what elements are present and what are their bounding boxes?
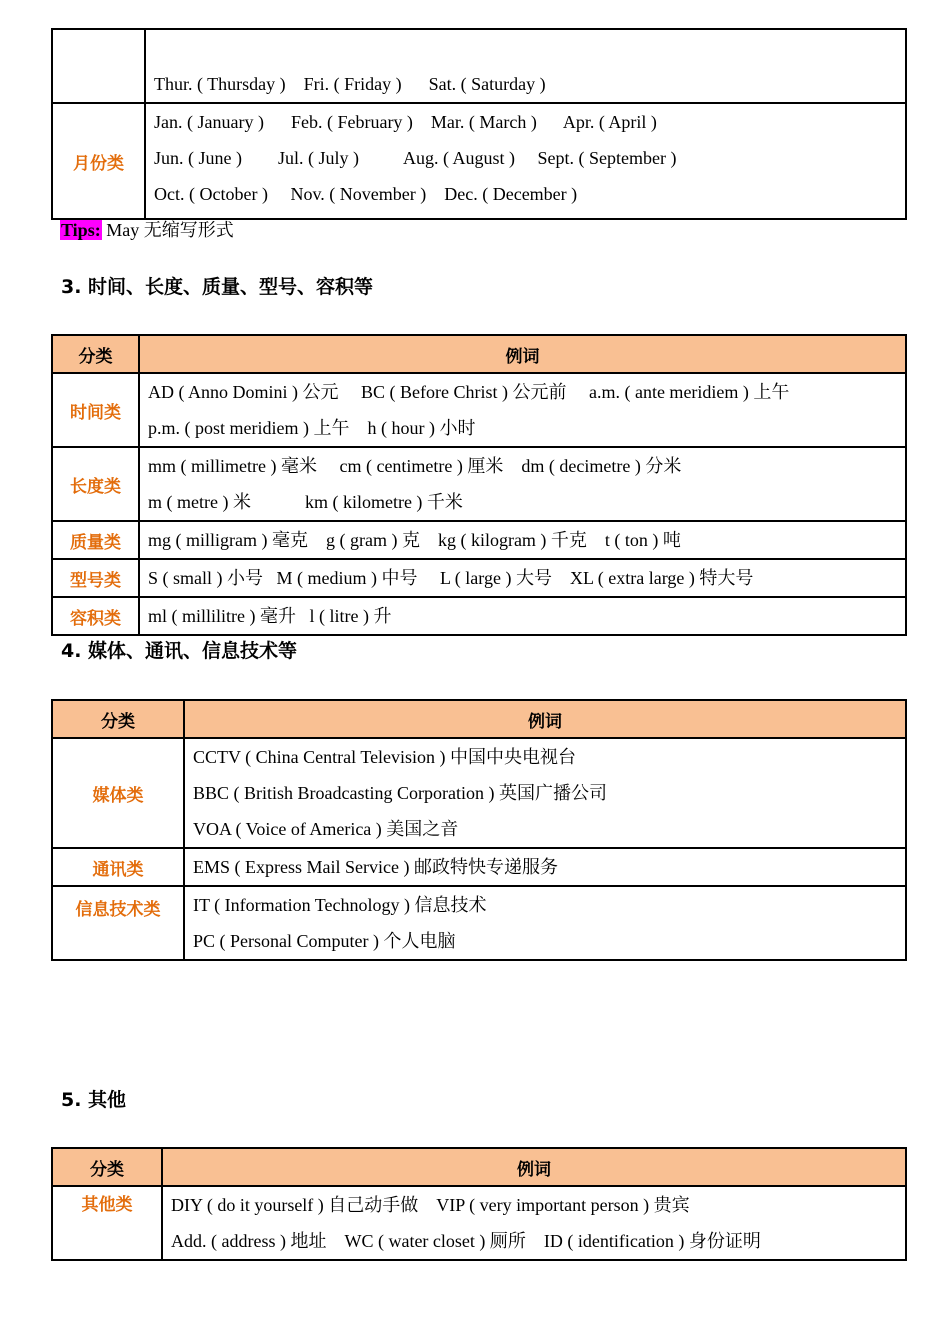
header-examples: 例词 (162, 1148, 906, 1186)
table-row (52, 559, 906, 597)
example-line: p.m. ( post meridiem ) 上午 h ( hour ) 小时 (148, 418, 476, 438)
examples-cell (139, 559, 906, 597)
category-cell: 质量类 (52, 521, 139, 559)
tips-text: May 无缩写形式 (106, 220, 234, 240)
section-heading: 3. 时间、长度、质量、型号、容积等 (61, 276, 374, 298)
example-line: mm ( millimetre ) 毫米 cm ( centimetre ) 厘米 dm ( decimetre ) 分米 (148, 456, 682, 476)
examples-cell (162, 1186, 906, 1260)
table-header-row (52, 335, 906, 373)
tips-label: Tips: (61, 220, 101, 240)
example-line: mg ( milligram ) 毫克 g ( gram ) 克 kg ( kilogram ) 千克 t ( ton ) 吨 (148, 530, 681, 550)
table-row (52, 29, 906, 103)
example-line: Jun. ( June ) Jul. ( July ) Aug. ( August ) Sept. ( September ) (154, 148, 677, 168)
example-line: PC ( Personal Computer ) 个人电脑 (193, 931, 456, 951)
header-examples: 例词 (139, 335, 906, 373)
category-cell: 通讯类 (52, 848, 184, 886)
examples-cell (184, 848, 906, 886)
example-line: CCTV ( China Central Television ) 中国中央电视台 (193, 747, 577, 767)
table-row (52, 886, 906, 960)
example-line: Oct. ( October ) Nov. ( November ) Dec. ( December ) (154, 184, 578, 204)
examples-cell (145, 103, 906, 219)
category-cell: 月份类 (52, 103, 145, 219)
table-header-row (52, 1148, 906, 1186)
category-cell: 容积类 (52, 597, 139, 635)
table-row (52, 848, 906, 886)
example-line: VOA ( Voice of America ) 美国之音 (193, 819, 459, 839)
examples-cell (139, 447, 906, 521)
units-table (51, 334, 907, 636)
examples-cell (139, 597, 906, 635)
other-table (51, 1147, 907, 1261)
header-category: 分类 (52, 335, 139, 373)
examples-cell (139, 373, 906, 447)
examples-cell (184, 738, 906, 848)
table-row (52, 373, 906, 447)
example-line: DIY ( do it yourself ) 自己动手做 VIP ( very important person ) 贵宾 (171, 1195, 690, 1215)
header-category: 分类 (52, 700, 184, 738)
example-line: AD ( Anno Domini ) 公元 BC ( Before Christ ) 公元前 a.m. ( ante meridiem ) 上午 (148, 382, 790, 402)
weekday-month-table (51, 28, 907, 220)
example-line: BBC ( British Broadcasting Corporation ) 英国广播公司 (193, 783, 607, 803)
table-row (52, 447, 906, 521)
category-cell: 信息技术类 (52, 886, 184, 960)
category-cell: 时间类 (52, 373, 139, 447)
header-examples: 例词 (184, 700, 906, 738)
example-line: Add. ( address ) 地址 WC ( water closet ) 厕所 ID ( identification ) 身份证明 (171, 1231, 761, 1251)
examples-cell (184, 886, 906, 960)
category-cell (52, 29, 145, 103)
example-line: Thur. ( Thursday ) Fri. ( Friday ) Sat. ( Saturday ) (154, 74, 546, 94)
category-cell (52, 1186, 162, 1260)
category-cell: 媒体类 (52, 738, 184, 848)
examples-cell (145, 29, 906, 103)
table-row (52, 597, 906, 635)
examples-cell (139, 521, 906, 559)
table-row (52, 738, 906, 848)
table-row (52, 1186, 906, 1260)
category-cell: 型号类 (52, 559, 139, 597)
category-label: 其他类 (81, 1195, 133, 1215)
example-line: EMS ( Express Mail Service ) 邮政特快专递服务 (193, 857, 558, 877)
example-line: ml ( millilitre ) 毫升 l ( litre ) 升 (148, 606, 392, 626)
table-header-row (52, 700, 906, 738)
section-heading: 5. 其他 (61, 1089, 127, 1111)
category-cell: 长度类 (52, 447, 139, 521)
media-table (51, 699, 907, 961)
header-category: 分类 (52, 1148, 162, 1186)
table-row (52, 521, 906, 559)
example-line: Jan. ( January ) Feb. ( February ) Mar. ( March ) Apr. ( April ) (154, 112, 657, 132)
tips-note (60, 216, 234, 242)
table-row (52, 103, 906, 219)
example-line: m ( metre ) 米 km ( kilometre ) 千米 (148, 492, 463, 512)
section-heading: 4. 媒体、通讯、信息技术等 (61, 640, 298, 662)
example-line: S ( small ) 小号 M ( medium ) 中号 L ( large ) 大号 XL ( extra large ) 特大号 (148, 568, 754, 588)
example-line: IT ( Information Technology ) 信息技术 (193, 895, 487, 915)
